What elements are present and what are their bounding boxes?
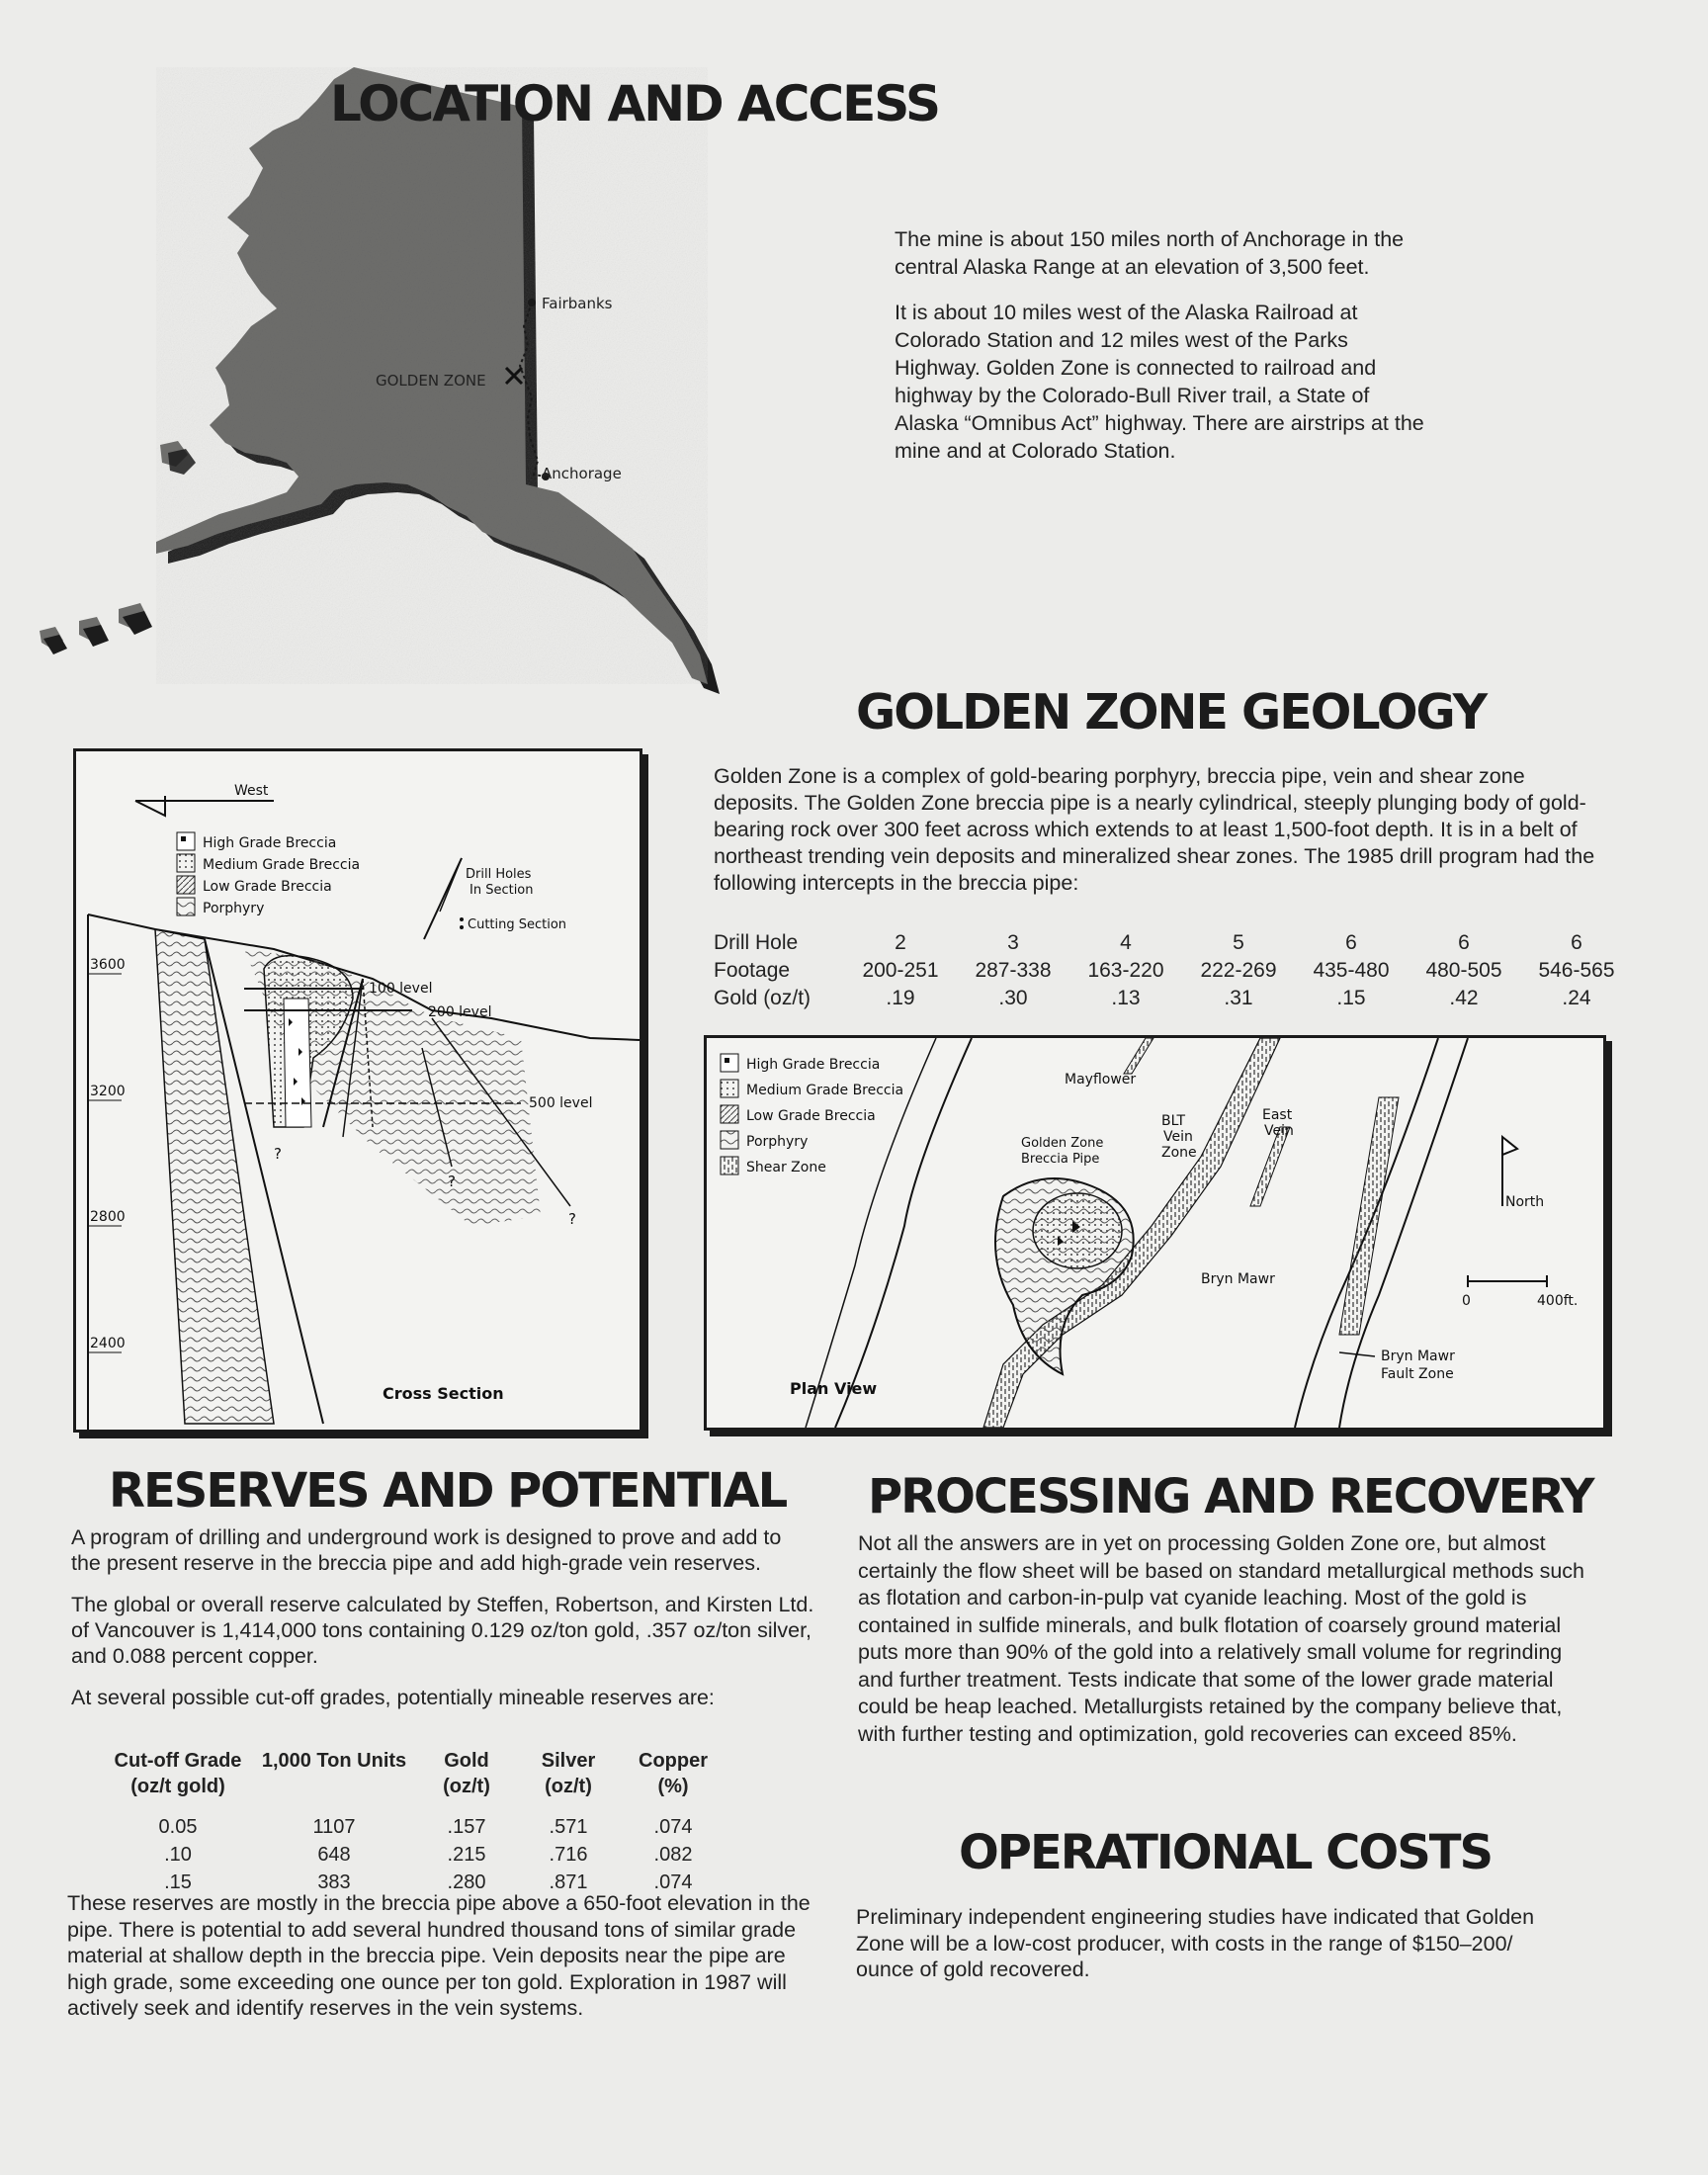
table-cell: .157: [447, 1815, 486, 1838]
table-cell: .074: [653, 1870, 693, 1893]
row-label: Gold (oz/t): [714, 987, 811, 1009]
table-cell: .24: [1562, 987, 1591, 1009]
elevation-3200: 3200: [90, 1084, 126, 1099]
legend-porphyry: Porphyry: [746, 1134, 809, 1150]
location-paragraph-2: It is about 10 miles west of the Alaska Railroad at Colorado Station and 12 miles west of the Parks Highway. Golden Zone is connected to railroad and highway by the Colorado-Bull River trail, a State of Alaska “Omnibus Act” highway. There are airstrips at the mine and at Colorado Station.: [895, 301, 1424, 463]
table-row: [103, 1813, 727, 1841]
table-cell: 648: [317, 1843, 351, 1866]
column-header: Gold (oz/t): [443, 1750, 490, 1797]
bryn-mawr-label: Bryn Mawr: [1201, 1271, 1275, 1287]
table-cell: 546-565: [1538, 959, 1615, 982]
reserves-paragraph-3: At several possible cut-off grades, potentially mineable reserves are:: [71, 1686, 715, 1709]
east-vein-label: Vein: [1264, 1123, 1294, 1139]
question-mark: ?: [274, 1145, 282, 1163]
drill-intercepts-table: [714, 929, 1633, 1012]
table-cell: 4: [1120, 931, 1132, 954]
table-cell: .19: [886, 987, 915, 1009]
table-cell: .10: [164, 1843, 192, 1866]
table-cell: .42: [1449, 987, 1479, 1009]
table-cell: .871: [549, 1870, 588, 1893]
reserves-heading: RESERVES AND POTENTIAL: [109, 1463, 787, 1519]
plan-view-figure: [704, 1035, 1606, 1431]
table-cell: 5: [1233, 931, 1244, 954]
plan-view-title: Plan View: [790, 1379, 878, 1398]
table-cell: 480-505: [1425, 959, 1502, 982]
cross-section-figure: [73, 748, 642, 1433]
drill-hole-row: [714, 929, 1633, 957]
alaska-map: [40, 49, 979, 722]
column-header: Silver (oz/t): [541, 1750, 596, 1797]
table-cell: .082: [653, 1843, 693, 1866]
table-cell: .215: [447, 1843, 486, 1866]
table-row: [103, 1841, 727, 1869]
location-heading: LOCATION AND ACCESS: [330, 75, 940, 132]
reserves-text: [71, 1524, 814, 1720]
fairbanks-label: Fairbanks: [542, 295, 613, 312]
table-cell: .15: [164, 1870, 192, 1893]
table-cell: .13: [1111, 987, 1141, 1009]
level-200-label: 200 level: [428, 1004, 492, 1020]
table-cell: 222-269: [1200, 959, 1277, 982]
elevation-3600: 3600: [90, 957, 126, 973]
legend-high-grade: High Grade Breccia: [203, 835, 337, 851]
level-100-label: 100 level: [369, 981, 433, 997]
table-cell: .571: [549, 1815, 588, 1838]
reserves-paragraph-4: These reserves are mostly in the breccia pipe above a 650-foot elevation in the pipe. There is potential to add several hundred thousand tons of similar grade material at shallow depth in the breccia pipe. Vein deposits near the pipe are high grade, some exceeding one ounce per ton gold. Exploration in 1987 will actively seek and identify reserves in the vein systems.: [67, 1891, 811, 2020]
fault-label-1: Bryn Mawr: [1381, 1348, 1455, 1364]
legend-high-grade: High Grade Breccia: [746, 1057, 881, 1073]
scale-zero: 0: [1462, 1293, 1471, 1309]
table-cell: 0.05: [158, 1815, 198, 1838]
costs-heading: OPERATIONAL COSTS: [959, 1825, 1493, 1880]
gold-row: [714, 985, 1633, 1012]
blt-label: BLT: [1161, 1113, 1186, 1129]
blt-vein-label: Vein: [1163, 1129, 1193, 1145]
table-cell: .074: [653, 1815, 693, 1838]
cross-section-title: Cross Section: [383, 1384, 504, 1403]
table-cell: 6: [1458, 931, 1470, 954]
table-cell: .30: [998, 987, 1028, 1009]
legend-medium-grade: Medium Grade Breccia: [746, 1083, 904, 1098]
table-cell: 383: [317, 1870, 351, 1893]
cutting-section-label: Cutting Section: [468, 917, 567, 932]
west-label: West: [234, 783, 269, 799]
pipe-label-1: Golden Zone: [1021, 1136, 1104, 1151]
table-cell: .15: [1336, 987, 1366, 1009]
table-cell: 163-220: [1087, 959, 1164, 982]
reserves-paragraph-2: The global or overall reserve calculated by Steffen, Robertson, and Kirsten Ltd. of Vancouver is 1,414,000 tons containing 0.129 oz/ton gold, .357 oz/ton silver, and 0.088 percent copper.: [71, 1593, 814, 1668]
table-cell: .280: [447, 1870, 486, 1893]
legend-low-grade: Low Grade Breccia: [746, 1108, 876, 1124]
legend-porphyry: Porphyry: [203, 901, 265, 916]
drill-holes-label: Drill Holes: [466, 867, 532, 882]
table-cell: .716: [549, 1843, 588, 1866]
table-cell: 3: [1007, 931, 1019, 954]
elevation-2800: 2800: [90, 1209, 126, 1225]
location-paragraph-1: The mine is about 150 miles north of Anchorage in the central Alaska Range at an elevation of 3,500 feet.: [895, 227, 1405, 279]
east-label: East: [1262, 1107, 1293, 1123]
legend-medium-grade: Medium Grade Breccia: [203, 857, 361, 873]
elevation-2400: 2400: [90, 1336, 126, 1351]
location-text: [895, 225, 1428, 482]
golden-zone-label: GOLDEN ZONE: [376, 372, 486, 390]
footage-row: [714, 957, 1633, 985]
processing-paragraph: Not all the answers are in yet on processing Golden Zone ore, but almost certainly the flow sheet will be based on standard metallurgical methods such as flotation and carbon-in-pulp vat cyanide leaching. Most of the gold is contained in sulfide minerals, and bulk flotation of coarsely ground material puts more than 90% of the gold into a relatively small volume for regrinding and further treatment. Tests indicate that some of the lower grade material could be heap leached. Metallurgists retained by the company believe that, with further testing and optimization, gold recoveries can exceed 85%.: [858, 1531, 1584, 1746]
level-500-label: 500 level: [529, 1095, 593, 1111]
scale-400: 400ft.: [1537, 1293, 1579, 1309]
processing-heading: PROCESSING AND RECOVERY: [868, 1469, 1593, 1524]
table-cell: 6: [1345, 931, 1357, 954]
table-cell: 435-480: [1313, 959, 1390, 982]
reserves-table: [103, 1748, 727, 1896]
table-cell: 200-251: [862, 959, 939, 982]
anchorage-label: Anchorage: [542, 465, 622, 482]
geology-paragraph: Golden Zone is a complex of gold-bearing porphyry, breccia pipe, vein and shear zone deposits. The Golden Zone breccia pipe is a nearly cylindrical, steeply plunging body of gold-bearing rock over 300 feet across which extends to at least 1,500-foot depth. It is in a belt of northeast trending vein deposits and mineralized shear zones. The 1985 drill program had the following intercepts in the breccia pipe:: [714, 764, 1595, 895]
blt-zone-label: Zone: [1161, 1145, 1197, 1161]
column-header: Cut-off Grade (oz/t gold): [114, 1750, 242, 1797]
table-cell: 287-338: [975, 959, 1052, 982]
row-label: Footage: [714, 959, 791, 982]
question-mark: ?: [448, 1173, 456, 1190]
column-header: 1,000 Ton Units: [261, 1750, 407, 1772]
north-label: North: [1505, 1194, 1545, 1210]
row-label: Drill Hole: [714, 931, 799, 954]
in-section-label: In Section: [470, 883, 534, 898]
table-cell: 6: [1571, 931, 1582, 954]
pipe-label-2: Breccia Pipe: [1021, 1152, 1100, 1167]
table-cell: 2: [895, 931, 906, 954]
geology-heading: GOLDEN ZONE GEOLOGY: [856, 684, 1487, 740]
legend-shear-zone: Shear Zone: [746, 1160, 826, 1175]
column-header: Copper (%): [639, 1750, 708, 1797]
reserves-paragraph-1: A program of drilling and underground work is designed to prove and add to the present reserve in the breccia pipe and add high-grade vein reserves.: [71, 1525, 782, 1575]
mayflower-label: Mayflower: [1065, 1072, 1137, 1088]
fault-label-2: Fault Zone: [1381, 1366, 1454, 1382]
table-cell: .31: [1224, 987, 1253, 1009]
reserves-header-row: [103, 1748, 727, 1813]
question-mark: ?: [568, 1210, 576, 1228]
costs-paragraph: Preliminary independent engineering studies have indicated that Golden Zone will be a low-cost producer, with costs in the range of $150–200/ ounce of gold recovered.: [856, 1905, 1535, 1981]
legend-low-grade: Low Grade Breccia: [203, 879, 332, 895]
table-cell: 1107: [312, 1815, 356, 1838]
